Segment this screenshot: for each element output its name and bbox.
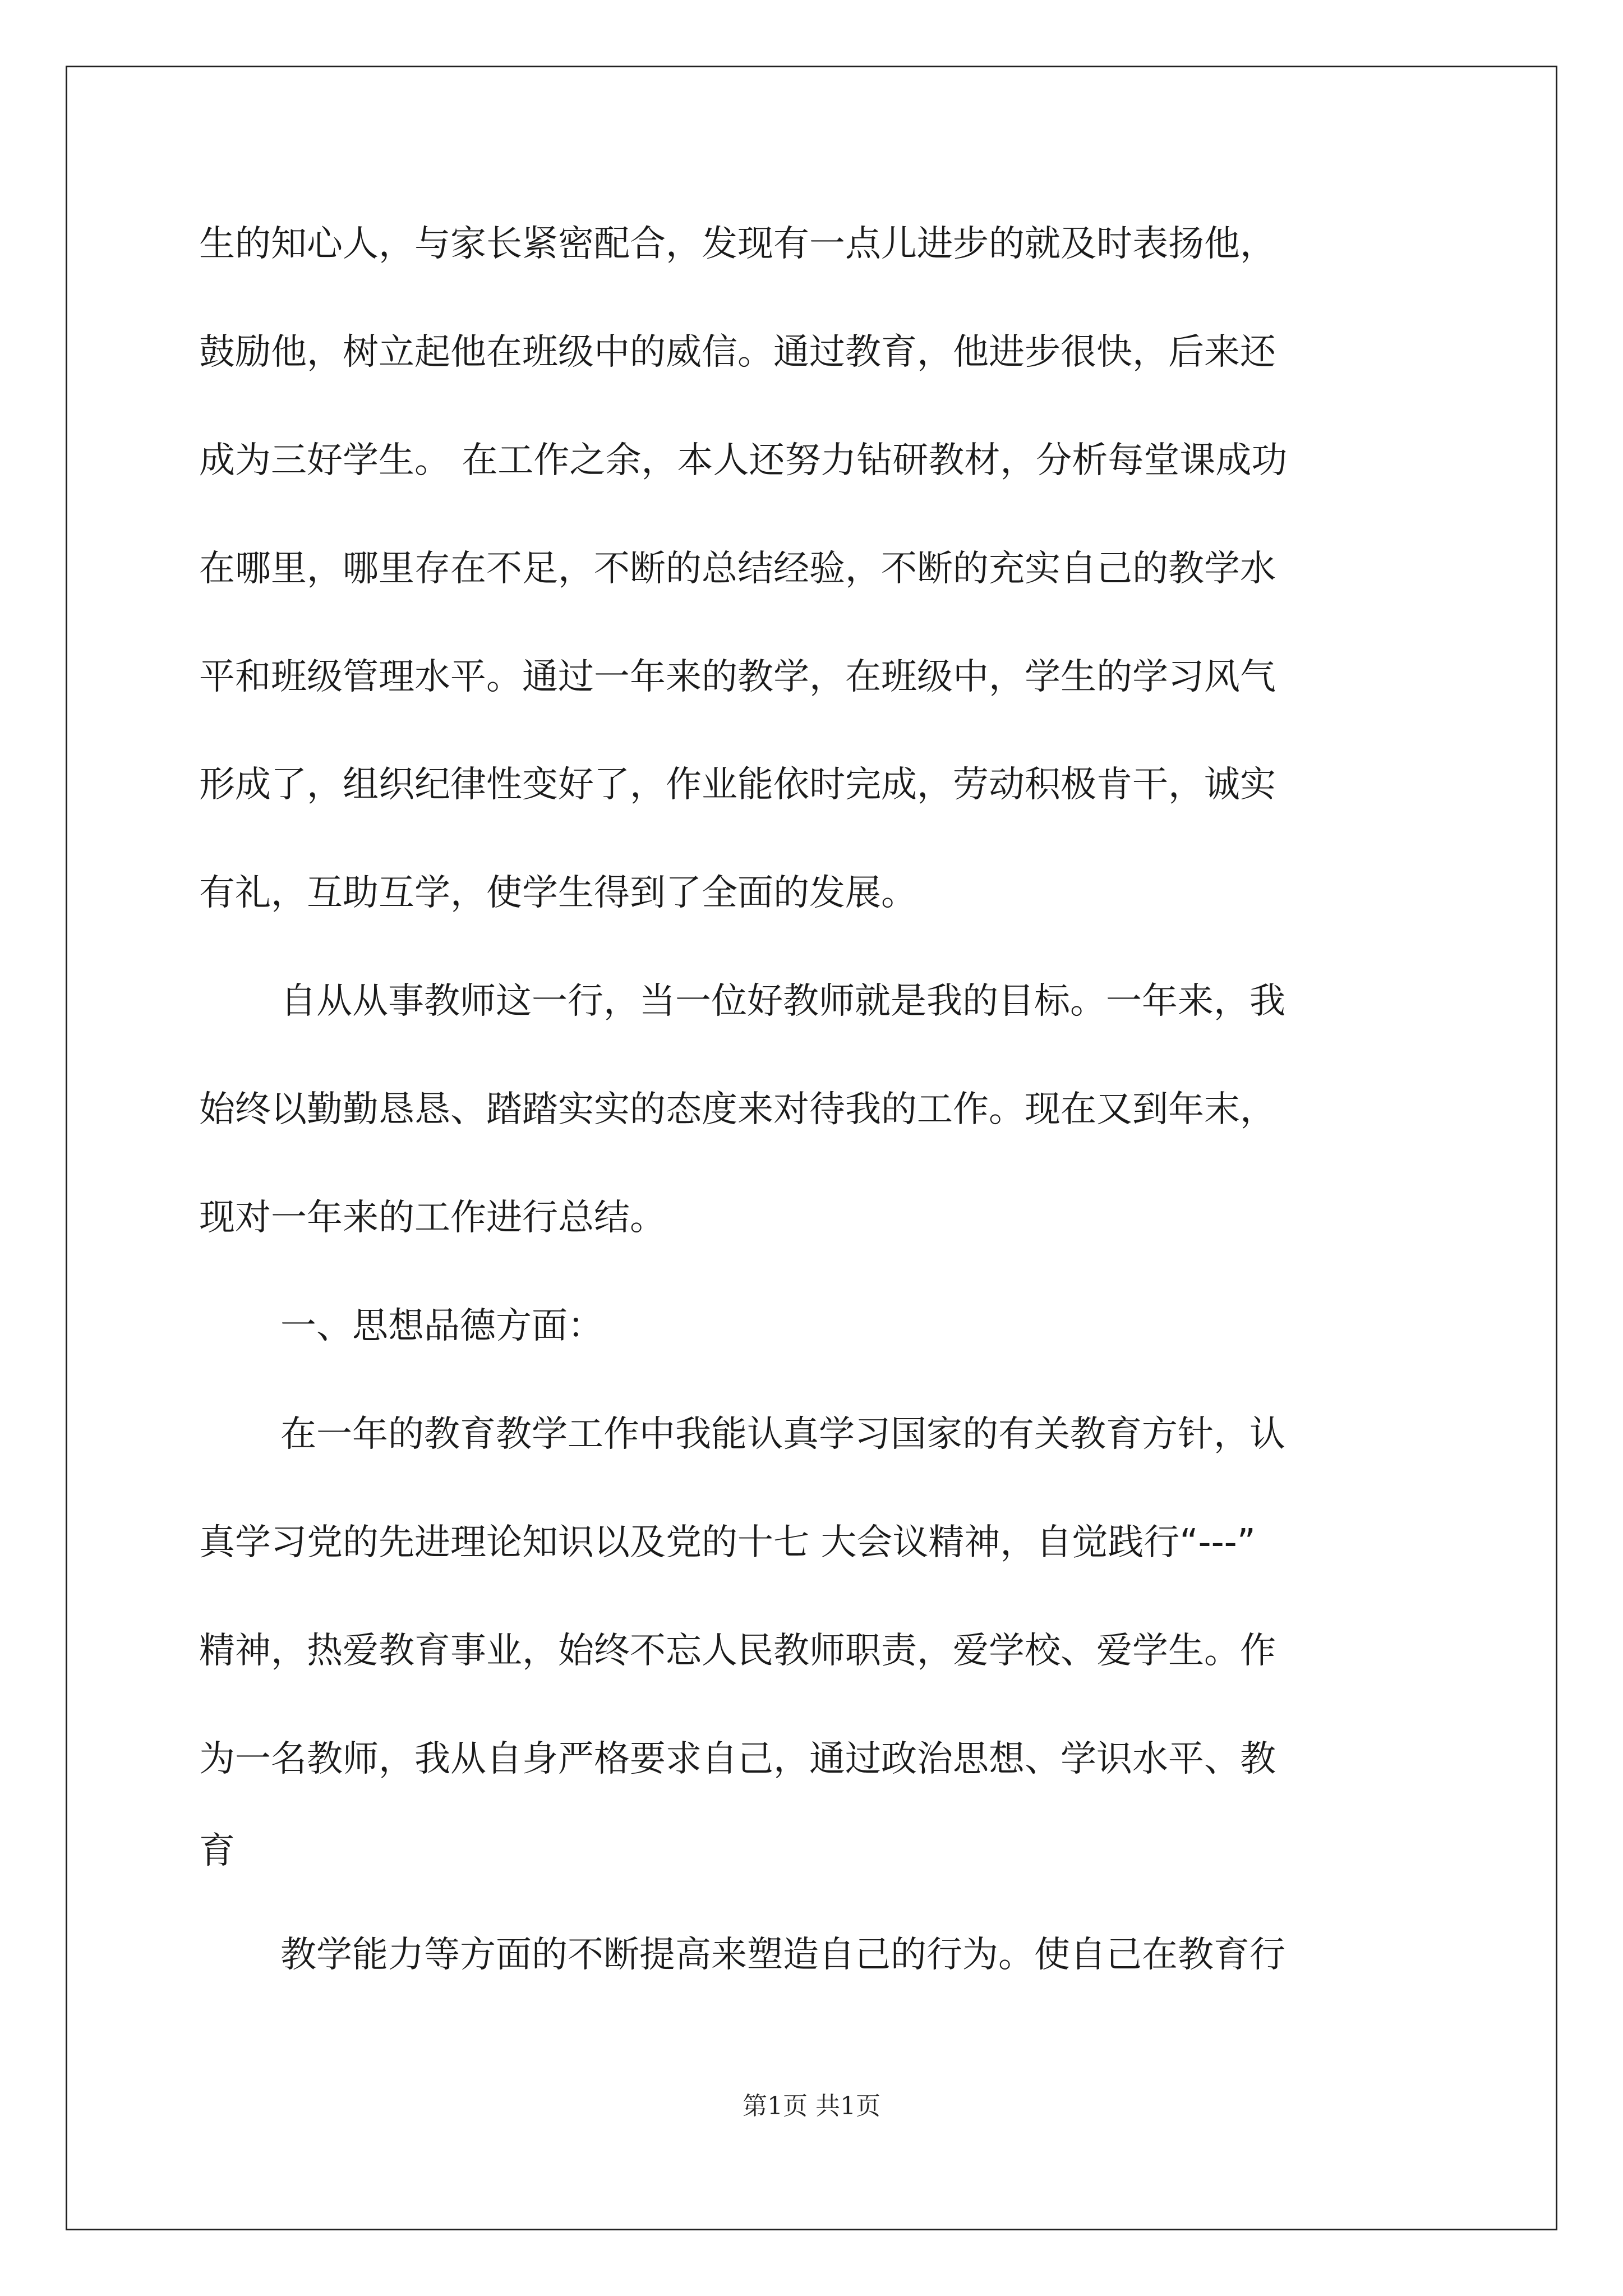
text-line-3: 成为三好学生。 在工作之余，本人还努力钻研教材，分析每堂课成功 (199, 440, 1288, 481)
text-line-9: 始终以勤勤恳恳、踏踏实实的态度来对待我的工作。现在又到年末， (199, 1089, 1276, 1130)
text-line-12: 在一年的教育教学工作中我能认真学习国家的有关教育方针，认 (280, 1414, 1285, 1455)
text-line-2: 鼓励他，树立起他在班级中的威信。通过教育，他进步很快，后来还 (199, 332, 1276, 373)
text-line-16: 育 (199, 1830, 235, 1872)
text-line-7: 有礼，互助互学，使学生得到了全面的发展。 (199, 872, 917, 914)
text-line-15: 为一名教师，我从自身严格要求自己，通过政治思想、学识水平、教 (199, 1738, 1276, 1780)
page-border (66, 66, 1557, 2230)
text-line-10: 现对一年来的工作进行总结。 (199, 1197, 666, 1239)
text-line-13: 真学习党的先进理论知识以及党的十七 大会议精神，自觉践行“---” (199, 1522, 1256, 1563)
text-line-14: 精神，热爱教育事业，始终不忘人民教师职责，爱学校、爱学生。作 (199, 1630, 1276, 1672)
text-line-4: 在哪里，哪里存在不足，不断的总结经验，不断的充实自己的教学水 (199, 548, 1276, 590)
section-heading: 一、思想品德方面： (280, 1305, 603, 1347)
text-line-1: 生的知心人，与家长紧密配合，发现有一点儿进步的就及时表扬他， (199, 223, 1276, 265)
text-line-5: 平和班级管理水平。通过一年来的教学，在班级中，学生的学习风气 (199, 656, 1276, 698)
page-number-footer: 第1页 共1页 (743, 2092, 880, 2120)
text-line-17: 教学能力等方面的不断提高来塑造自己的行为。使自己在教育行 (280, 1934, 1285, 1976)
text-line-6: 形成了，组织纪律性变好了，作业能依时完成，劳动积极肯干，诚实 (199, 764, 1276, 806)
text-line-8: 自从从事教师这一行，当一位好教师就是我的目标。一年来，我 (280, 981, 1285, 1022)
